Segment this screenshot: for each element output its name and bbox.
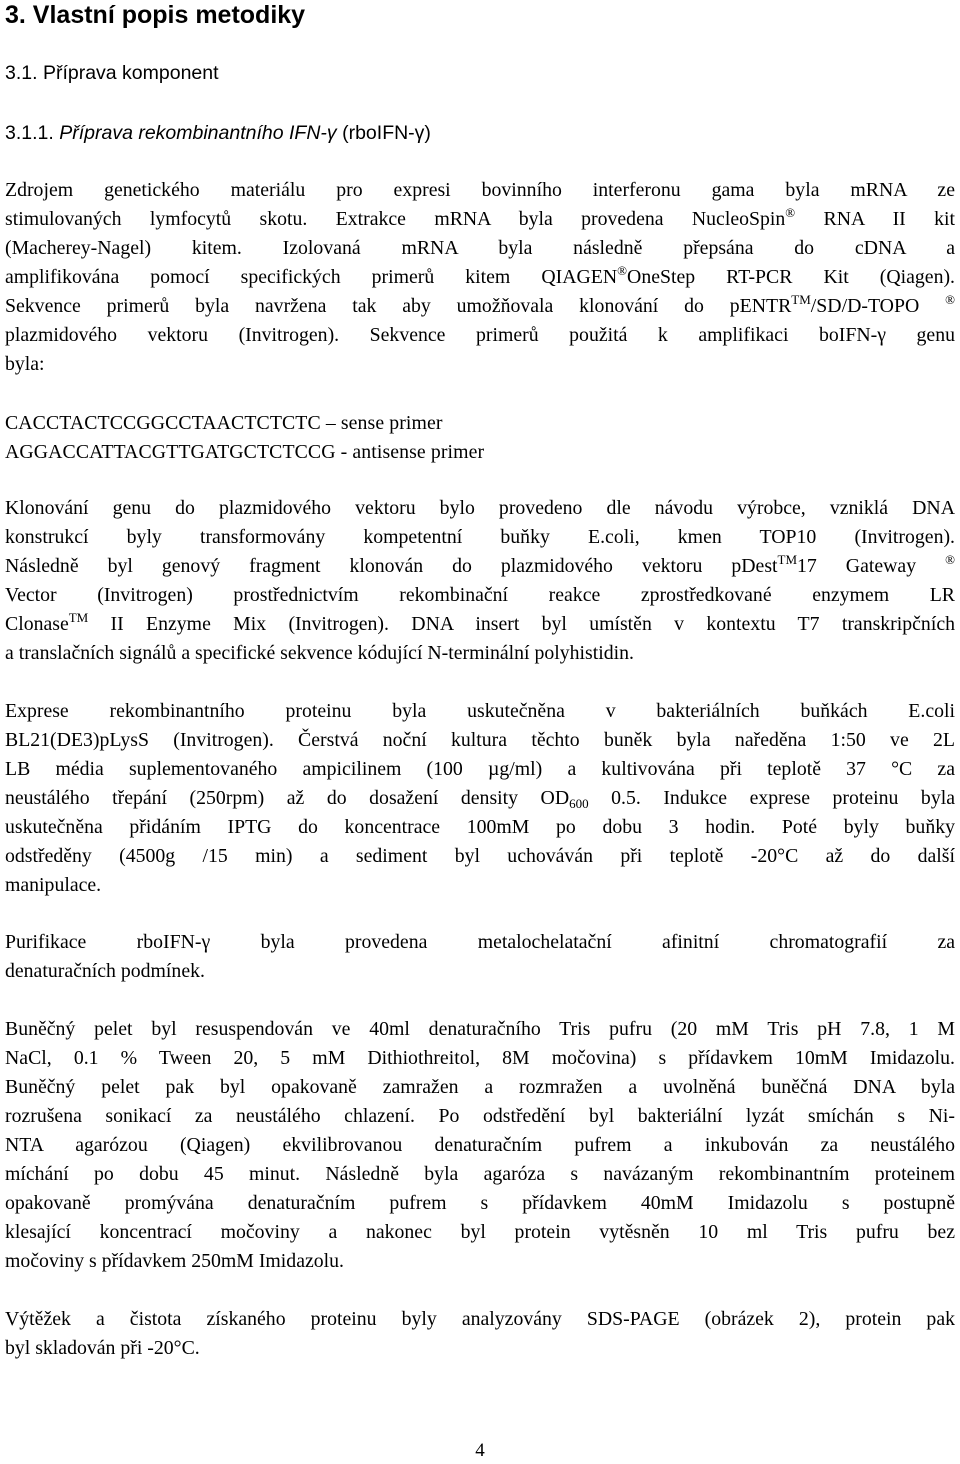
text-line: denaturačních podmínek. xyxy=(5,960,205,982)
text-line: BL21(DE3)pLysS (Invitrogen). Čerstvá noční kultura těchto buněk byla naředěna 1:50 ve 2L xyxy=(5,729,955,751)
text-line: (Macherey-Nagel) kitem. Izolovaná mRNA byla následně přepsána do cDNA a xyxy=(5,237,955,259)
od-subscript: 600 xyxy=(569,796,589,811)
text-line: odstředěny (4500g /15 min) a sediment byl uchováván při teplotě -20°C až do další xyxy=(5,845,955,867)
text-line: byla: xyxy=(5,353,45,375)
text-line: byl skladován při -20°C. xyxy=(5,1337,200,1359)
text-line: Buněčný pelet pak byl opakovaně zamražen a rozmražen a uvolněná buněčná DNA byla xyxy=(5,1076,955,1098)
paragraph-source-material xyxy=(5,176,955,379)
text-line xyxy=(5,610,955,639)
text-line: NaCl, 0.1 % Tween 20, 5 mM Dithiothreitol, 8M močovina) s přídavkem 10mM Imidazolu. xyxy=(5,1047,955,1069)
antisense-primer: AGGACCATTACGTTGATGCTCTCCG - antisense primer xyxy=(5,441,485,463)
sense-primer: CACCTACTCCGGCCTAACTCTCTC – sense primer xyxy=(5,412,443,434)
text-line: uskutečněna přidáním IPTG do koncentrace 100mM po dobu 3 hodin. Poté byly buňky xyxy=(5,816,955,838)
text-line: Zdrojem genetického materiálu pro expresi bovinního interferonu gama byla mRNA ze xyxy=(5,179,955,201)
text-span: Clonase xyxy=(5,613,69,635)
text-line xyxy=(5,292,955,321)
text-line: NTA agarózou (Qiagen) ekvilibrovanou denaturačním pufrem a inkubován za neustálého xyxy=(5,1134,955,1156)
text-line: Exprese rekombinantního proteinu byla uskutečněna v bakteriálních buňkách E.coli xyxy=(5,700,955,722)
text-span: Následně byl genový fragment klonován do plazmidového vektoru pDest xyxy=(5,555,778,577)
text-line: Klonování genu do plazmidového vektoru bylo provedeno dle návodu výrobce, vzniklá DNA xyxy=(5,497,955,519)
paragraph-pellet-processing xyxy=(5,1015,955,1276)
registered-mark: ® xyxy=(945,292,955,307)
page-number: 4 xyxy=(475,1440,485,1461)
registered-mark: ® xyxy=(617,263,628,278)
text-span: RNA II kit xyxy=(795,208,955,230)
text-line: konstrukcí byly transformovány kompetentní buňky E.coli, kmen TOP10 (Invitrogen). xyxy=(5,526,955,548)
text-line: Purifikace rboIFN-γ byla provedena metalochelatační afinitní chromatografií za xyxy=(5,931,955,953)
trademark-mark: TM xyxy=(68,610,89,625)
text-line: Buněčný pelet byl resuspendován ve 40ml denaturačního Tris pufru (20 mM Tris pH 7.8, 1 M xyxy=(5,1018,955,1040)
text-span: neustálého třepání (250rpm) až do dosažení density OD xyxy=(5,787,570,809)
text-line: manipulace. xyxy=(5,874,102,896)
text-span: Sekvence primerů byla navržena tak aby umožňovala klonování do pENTR xyxy=(5,295,792,317)
text-line: míchání po dobu 45 minut. Následně byla agaróza s navázaným rekombinantním proteinem xyxy=(5,1163,955,1185)
text-span: amplifikována pomocí specifických primerů kitem QIAGEN xyxy=(5,266,618,288)
text-line: plazmidového vektoru (Invitrogen). Sekvence primerů použitá k amplifikaci boIFN-γ genu xyxy=(5,324,955,346)
text-line xyxy=(5,784,955,813)
registered-mark: ® xyxy=(945,552,955,567)
paragraph-expression xyxy=(5,697,955,900)
text-span: stimulovaných lymfocytů skotu. Extrakce mRNA byla provedena NucleoSpin xyxy=(5,208,786,230)
text-line xyxy=(5,263,955,292)
text-line: rozrušena sonikací za neustálého chlazení. Po odstředění byl bakteriální lyzát smíchán s Ni- xyxy=(5,1105,955,1127)
paragraph-purification xyxy=(5,928,955,986)
paragraph-cloning xyxy=(5,494,955,668)
text-line: a translačních signálů a specifické sekvence kódující N-terminální polyhistidin. xyxy=(5,642,634,664)
section-heading: 3. Vlastní popis metodiky xyxy=(5,1,306,29)
trademark-mark: TM xyxy=(791,292,811,307)
subsection-heading: 3.1. Příprava komponent xyxy=(5,62,219,84)
text-line: opakovaně promývána denaturačním pufrem s přídavkem 40mM Imidazolu s postupně xyxy=(5,1192,955,1214)
text-span: 0.5. Indukce exprese proteinu byla xyxy=(588,787,955,809)
text-span: /SD/D-TOPO xyxy=(810,295,920,317)
subsubsection-number: 3.1.1. xyxy=(5,122,54,144)
text-line xyxy=(5,205,955,234)
primer-list xyxy=(5,409,955,467)
text-span: OneStep RT-PCR Kit (Qiagen). xyxy=(627,266,955,288)
paragraph-yield xyxy=(5,1305,955,1363)
text-line: Vector (Invitrogen) prostřednictvím rekombinační reakce zprostředkované enzymem LR xyxy=(5,584,955,606)
subsubsection-heading xyxy=(5,120,431,146)
subsubsection-title: Příprava rekombinantního IFN-γ xyxy=(59,122,337,144)
text-line: močoviny s přídavkem 250mM Imidazolu. xyxy=(5,1250,344,1272)
trademark-mark: TM xyxy=(777,552,798,567)
registered-mark: ® xyxy=(785,205,796,220)
text-line: Výtěžek a čistota získaného proteinu byly analyzovány SDS-PAGE (obrázek 2), protein pak xyxy=(5,1308,955,1330)
text-line: klesající koncentrací močoviny a nakonec byl protein vytěsněn 10 ml Tris pufru bez xyxy=(5,1221,955,1243)
text-span: II Enzyme Mix (Invitrogen). DNA insert byl umístěn v kontextu T7 transkripčních xyxy=(88,613,955,635)
text-span: 17 Gateway xyxy=(797,555,917,577)
subsubsection-suffix: (rboIFN-γ) xyxy=(342,122,431,144)
text-line: LB média suplementovaného ampicilinem (100 µg/ml) a kultivována při teplotě 37 °C za xyxy=(5,758,955,780)
text-line xyxy=(5,552,955,581)
